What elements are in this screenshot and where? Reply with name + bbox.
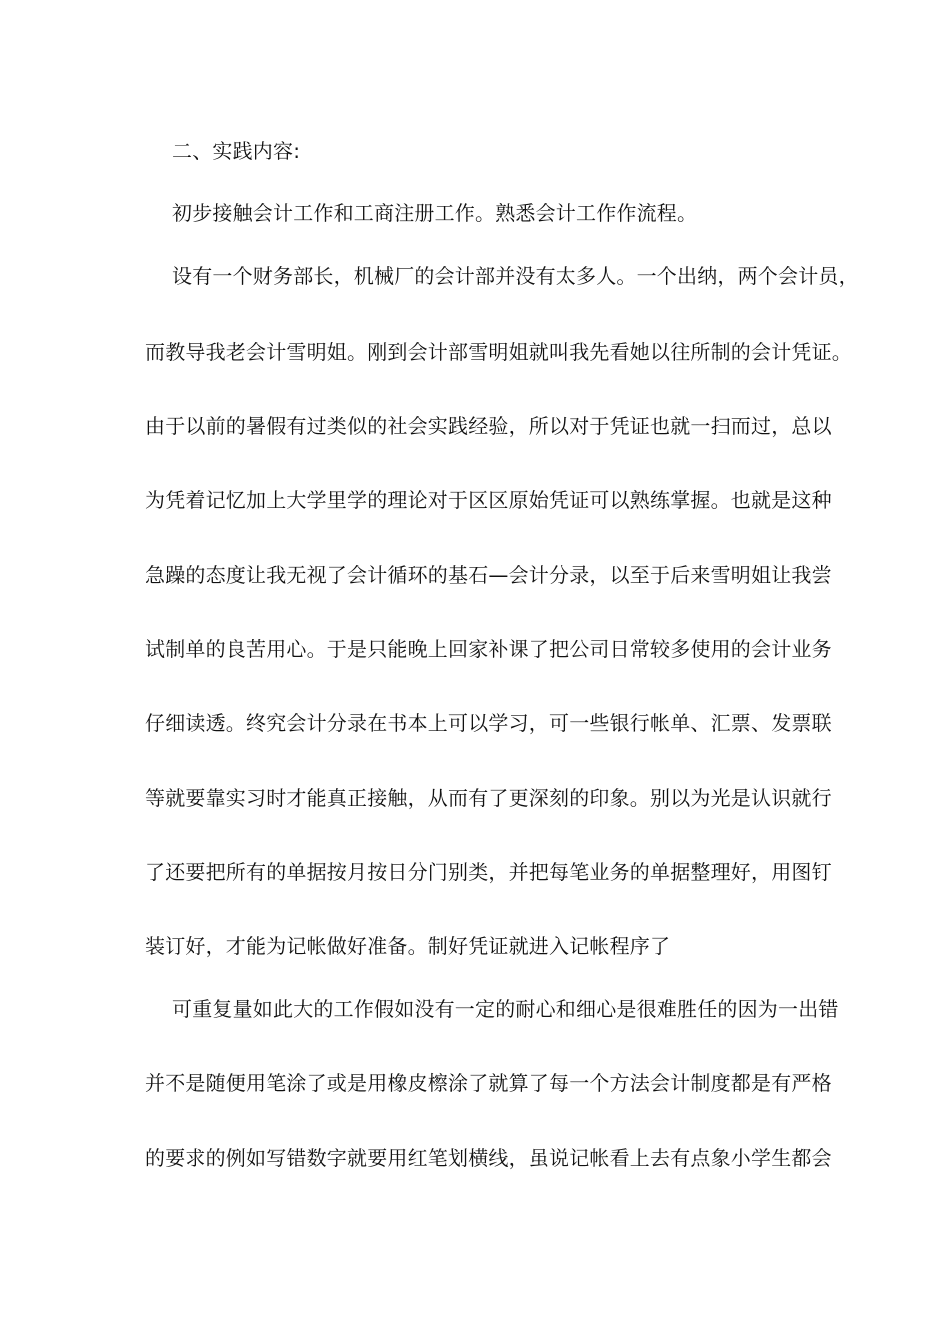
paragraph-line: 可重复量如此大的工作假如没有一定的耐心和细心是很难胜任的因为一出错	[172, 997, 839, 1021]
paragraph-line: 初步接触会计工作和工商注册工作。熟悉会计工作作流程。	[172, 201, 698, 225]
paragraph-line: 的要求的例如写错数字就要用红笔划横线，虽说记帐看上去有点象小学生都会	[145, 1146, 832, 1170]
paragraph-line: 仔细读透。终究会计分录在书本上可以学习，可一些银行帐单、汇票、发票联	[145, 711, 832, 735]
paragraph-line: 而教导我老会计雪明姐。刚到会计部雪明姐就叫我先看她以往所制的会计凭证。	[145, 340, 852, 364]
paragraph-line: 设有一个财务部长，机械厂的会计部并没有太多人。一个出纳，两个会计员，	[172, 264, 859, 288]
paragraph-line: 等就要靠实习时才能真正接触，从而有了更深刻的印象。别以为光是认识就行	[145, 786, 832, 810]
paragraph-line: 并不是随便用笔涂了或是用橡皮檫涂了就算了每一个方法会计制度都是有严格	[145, 1071, 832, 1095]
paragraph-line: 试制单的良苦用心。于是只能晚上回家补课了把公司日常较多使用的会计业务	[145, 637, 832, 661]
paragraph-line: 由于以前的暑假有过类似的社会实践经验，所以对于凭证也就一扫而过，总以	[145, 414, 832, 438]
paragraph-line: 装订好，才能为记帐做好准备。制好凭证就进入记帐程序了	[145, 934, 671, 958]
section-heading: 二、实践内容:	[172, 139, 301, 163]
paragraph-line: 急躁的态度让我无视了会计循环的基石—会计分录，以至于后来雪明姐让我尝	[145, 563, 832, 587]
paragraph-line: 了还要把所有的单据按月按日分门别类，并把每笔业务的单据整理好，用图钉	[145, 860, 832, 884]
paragraph-line: 为凭着记忆加上大学里学的理论对于区区原始凭证可以熟练掌握。也就是这种	[145, 488, 832, 512]
